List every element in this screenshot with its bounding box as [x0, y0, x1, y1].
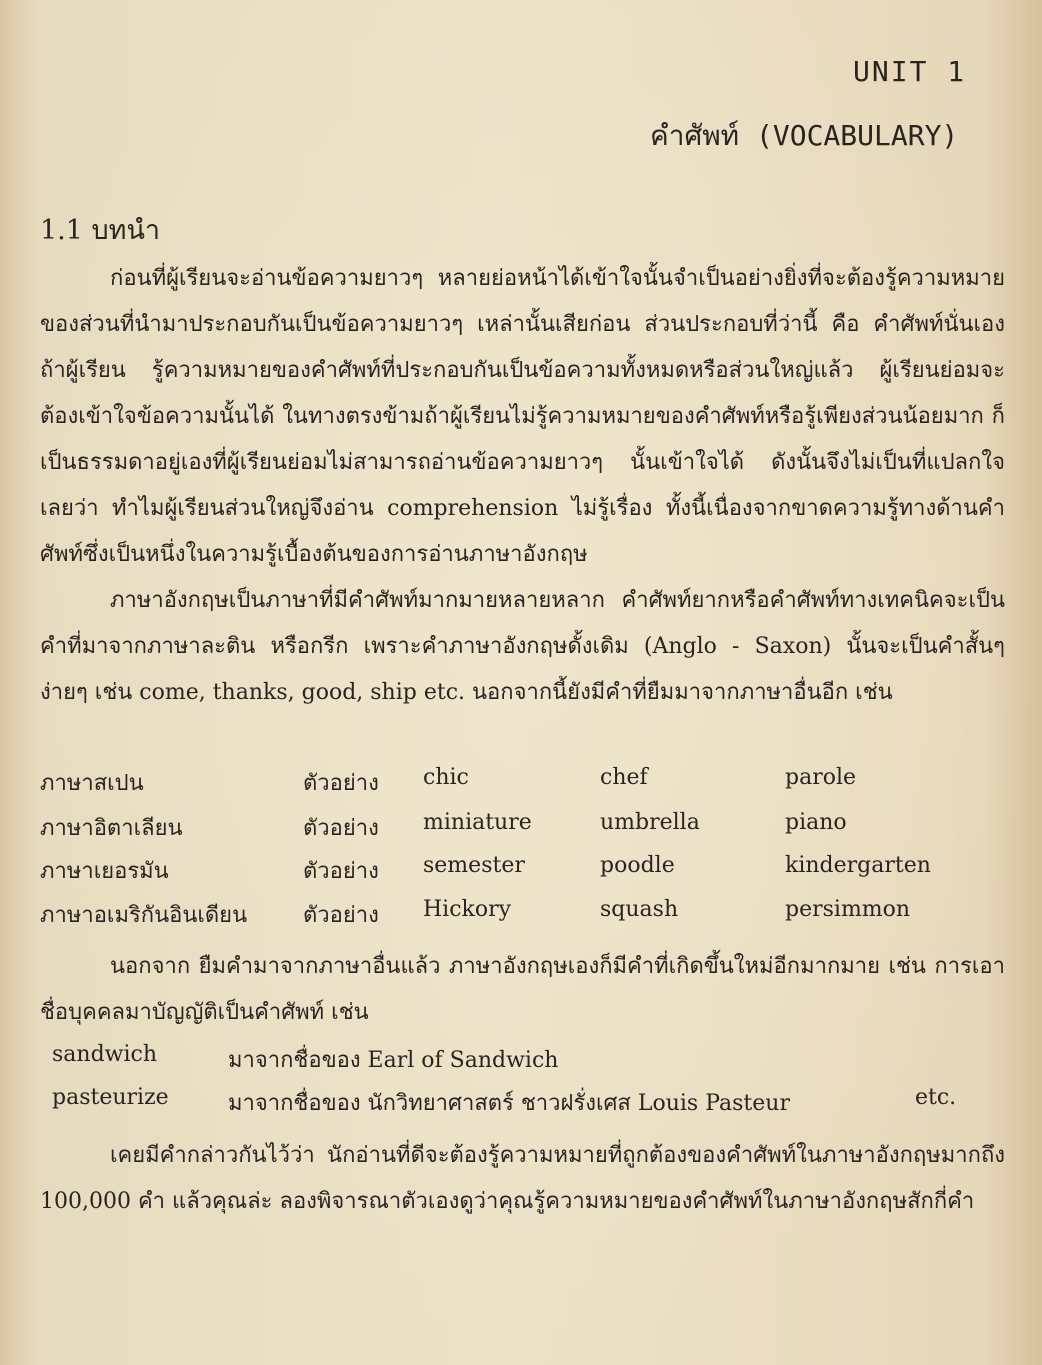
example-label: ตัวอย่าง — [303, 816, 379, 841]
eponym-word: pasteurize — [52, 1085, 169, 1110]
word-cell: umbrella — [600, 810, 700, 835]
eponym-origin: มาจากชื่อของ Earl of Sandwich — [228, 1048, 559, 1073]
eponym-word: sandwich — [52, 1042, 158, 1067]
word-cell: kindergarten — [785, 853, 931, 878]
paragraph-vocabulary-origin — [40, 578, 1005, 716]
word-cell: miniature — [423, 810, 532, 835]
language-cell: ภาษาเยอรมัน — [40, 859, 169, 884]
word-cell: Hickory — [423, 897, 512, 922]
paragraph-closing — [40, 1133, 1005, 1225]
word-cell: squash — [600, 897, 679, 922]
language-cell: ภาษาสเปน — [40, 771, 144, 796]
paragraph-intro — [40, 256, 1005, 578]
word-cell: chef — [600, 765, 648, 790]
word-cell: piano — [785, 810, 847, 835]
language-cell: ภาษาอิตาเลียน — [40, 816, 183, 841]
unit-heading: UNIT 1 — [853, 55, 967, 88]
example-label: ตัวอย่าง — [303, 771, 379, 796]
word-cell: poodle — [600, 853, 675, 878]
paragraph-new-words-text: นอกจาก ยืมคำมาจากภาษาอื่นแล้ว ภาษาอังกฤษเองก็มีคำที่เกิดขึ้นใหม่อีกมากมาย เช่น การเอาชื่อบุคคลมาบัญญัติเป็นคำศัพท์ เช่น — [40, 954, 1005, 1025]
section-heading: 1.1 บทนำ — [40, 215, 161, 246]
eponym-origin: มาจากชื่อของ นักวิทยาศาสตร์ ชาวฝรั่งเศส Louis Pasteur — [228, 1091, 790, 1116]
chapter-title: คำศัพท์ (VOCABULARY) — [650, 119, 959, 152]
word-cell: parole — [785, 765, 857, 790]
word-cell: chic — [423, 765, 469, 790]
paragraph-intro-text: ก่อนที่ผู้เรียนจะอ่านข้อความยาวๆ หลายย่อหน้าได้เข้าใจนั้นจำเป็นอย่างยิ่งที่จะต้องรู้ความหมายของส่วนที่นำมาประกอบกันเป็นข้อความยาวๆ เหล่านั้นเสียก่อน ส่วนประกอบที่ว่านี้ คือ คำศัพท์นั่นเอง ถ้าผู้เรียน รู้ความหมายของคำศัพท์ที่ประกอบกันเป็นข้อความทั้งหมดหรือส่วนใหญ่แล้ว ผู้เรียนย่อมจะต้องเข้าใจข้อความนั้นได้ ในทางตรงข้ามถ้าผู้เรียนไม่รู้ความหมายของคำศัพท์หรือรู้เพียงส่วนน้อยมาก ก็เป็นธรรมดาอยู่เองที่ผู้เรียนย่อมไม่สามารถอ่านข้อความยาวๆ นั้นเข้าใจได้ ดังนั้นจึงไม่เป็นที่แปลกใจ เลยว่า ทำไมผู้เรียนส่วนใหญ่จึงอ่าน comprehension ไม่รู้เรื่อง ทั้งนี้เนื่องจากขาดความรู้ทางด้านคำศัพท์ซึ่งเป็นหนึ่งในความรู้เบื้องต้นของการอ่านภาษาอังกฤษ — [40, 266, 1005, 567]
language-cell: ภาษาอเมริกันอินเดียน — [40, 903, 248, 928]
paragraph-closing-text: เคยมีคำกล่าวกันไว้ว่า นักอ่านที่ดีจะต้องรู้ความหมายที่ถูกต้องของคำศัพท์ในภาษาอังกฤษมากถึง 100,000 คำ แล้วคุณล่ะ ลองพิจารณาตัวเองดูว่าคุณรู้ความหมายของคำศัพท์ในภาษาอังกฤษสักกี่คำ — [40, 1143, 1005, 1214]
word-cell: semester — [423, 853, 525, 878]
word-cell: persimmon — [785, 897, 911, 922]
example-label: ตัวอย่าง — [303, 859, 379, 884]
eponym-tail: etc. — [915, 1085, 957, 1110]
example-label: ตัวอย่าง — [303, 903, 379, 928]
paragraph-vocabulary-origin-text: ภาษาอังกฤษเป็นภาษาที่มีคำศัพท์มากมายหลายหลาก คำศัพท์ยากหรือคำศัพท์ทางเทคนิคจะเป็นคำที่มาจากภาษาละติน หรือกรีก เพราะคำภาษาอังกฤษดั้งเดิม (Anglo - Saxon) นั้นจะเป็นคำสั้นๆ ง่ายๆ เช่น come, thanks, good, ship etc. นอกจากนี้ยังมีคำที่ยืมมาจากภาษาอื่นอีก เช่น — [40, 588, 1005, 705]
paragraph-new-words — [40, 944, 1005, 1036]
